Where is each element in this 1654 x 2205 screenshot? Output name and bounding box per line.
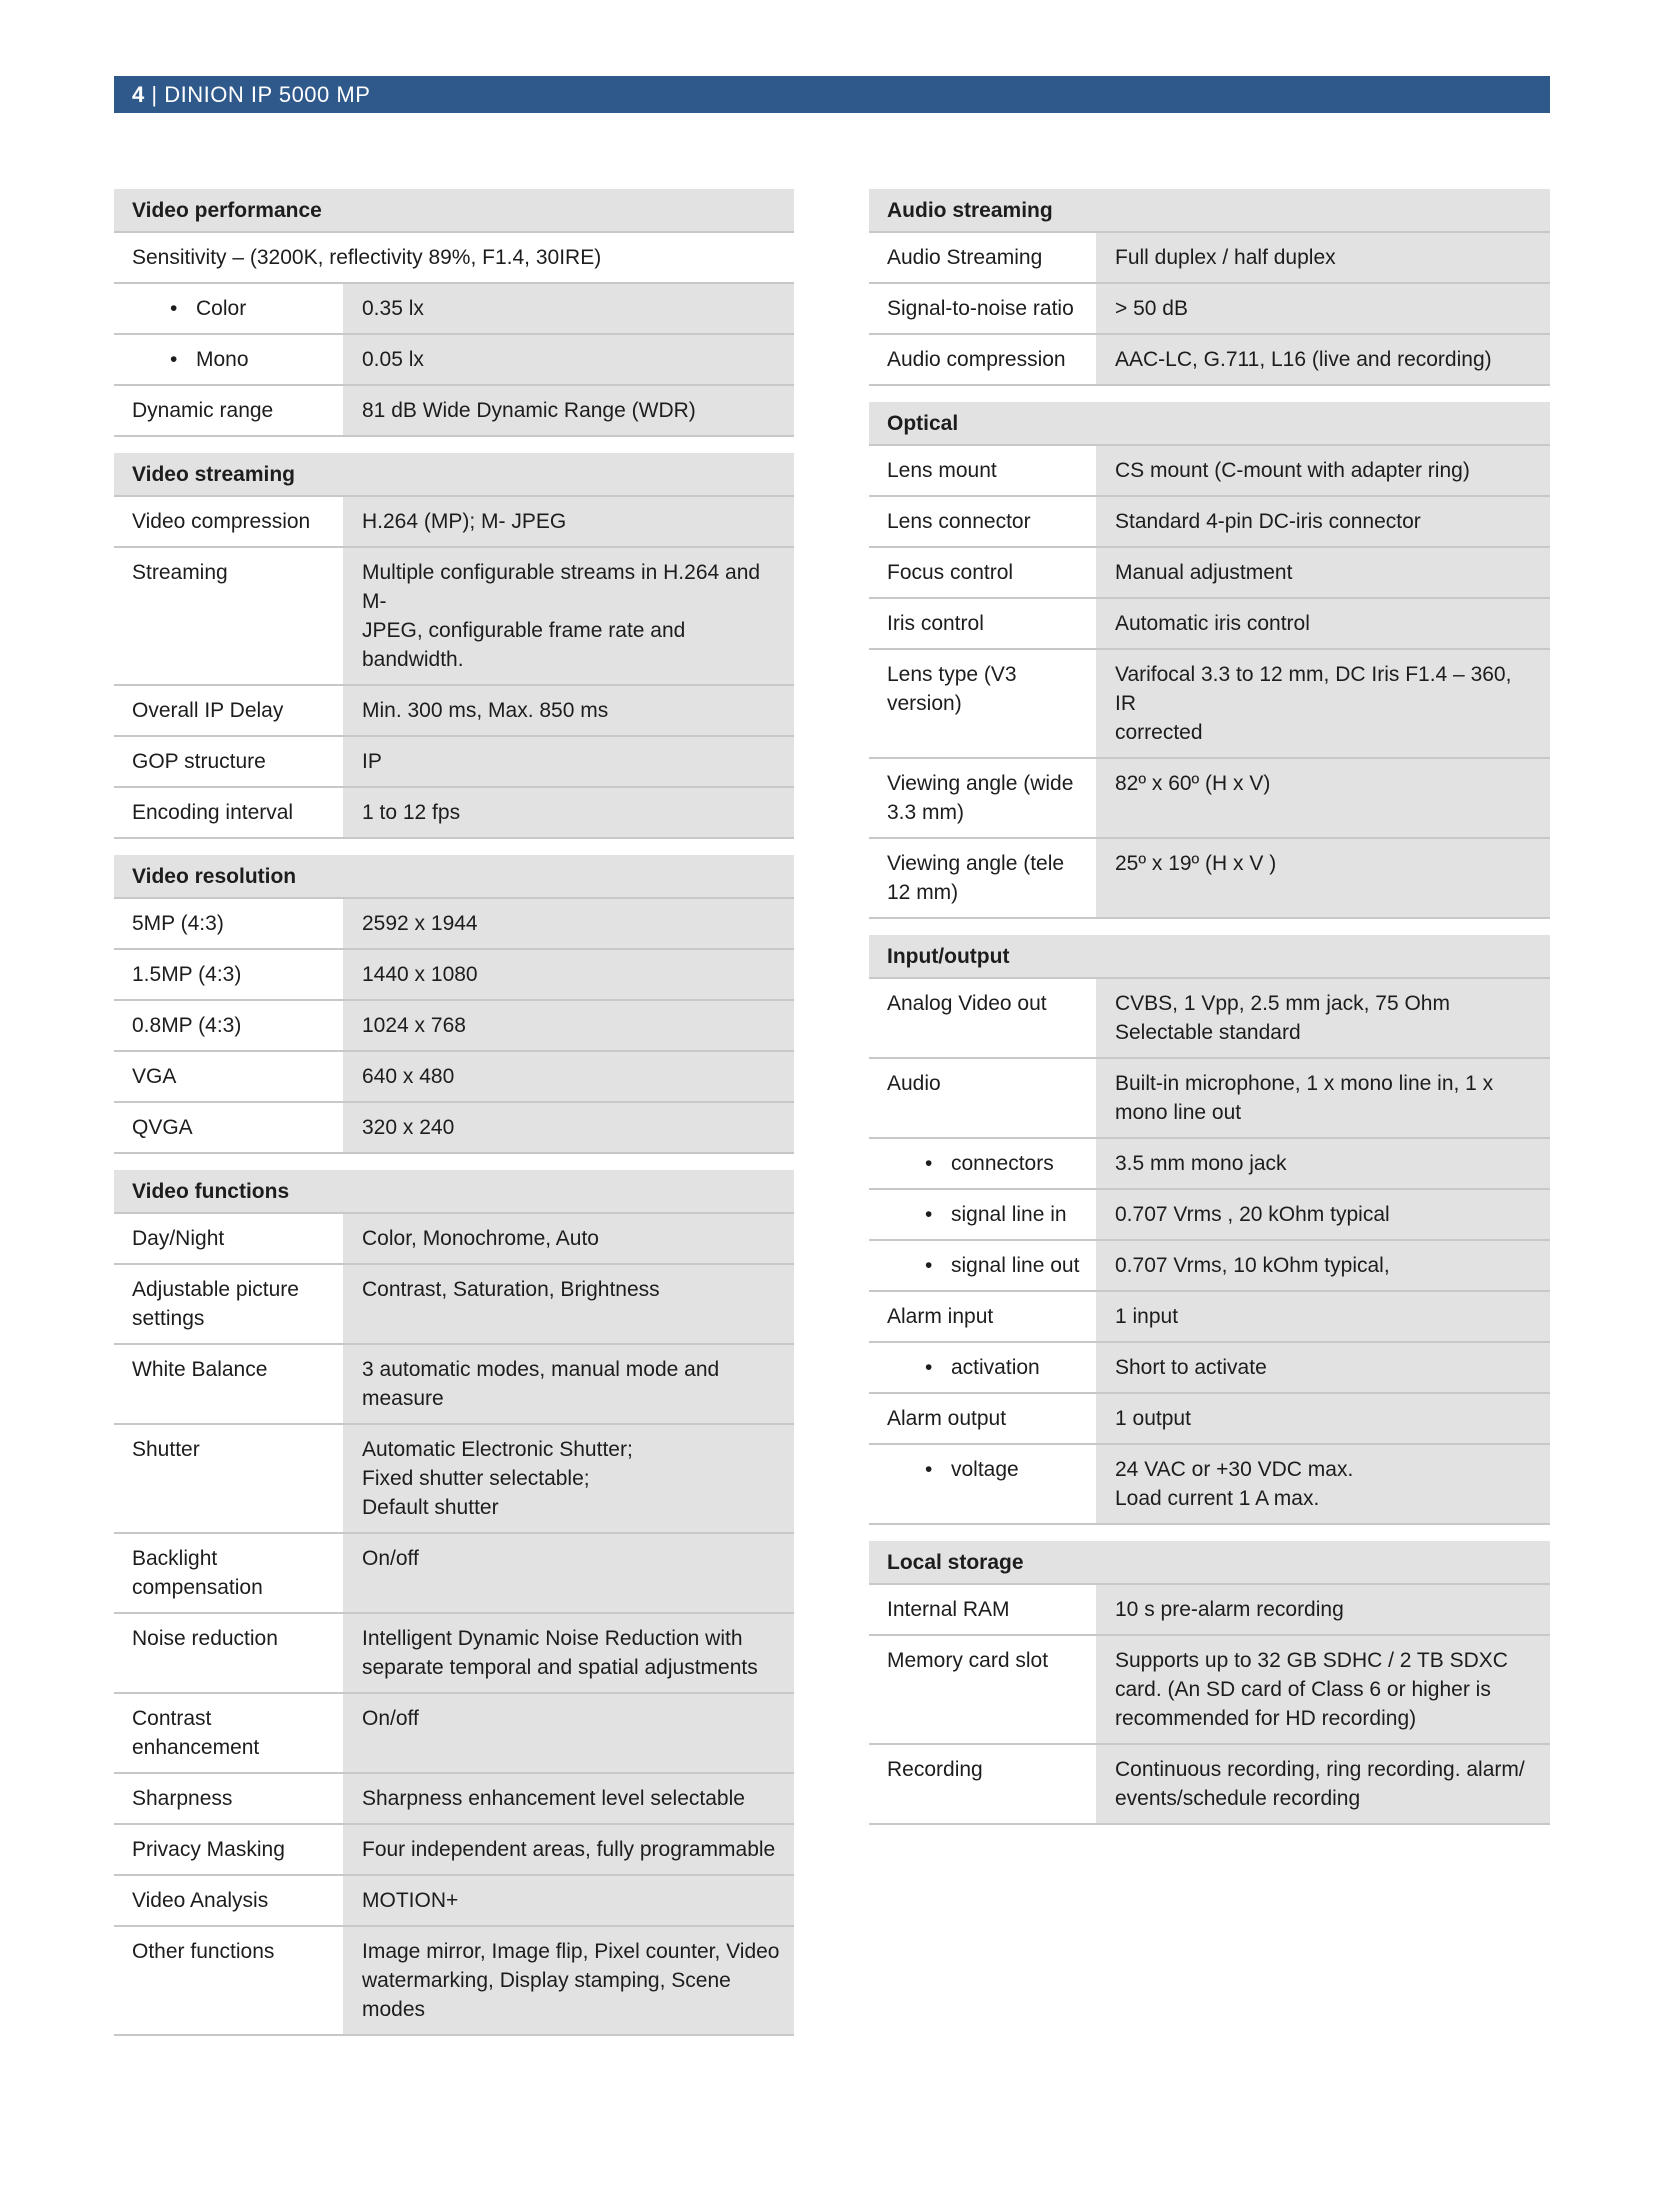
spec-label: White Balance <box>114 1345 343 1423</box>
spec-row <box>114 737 794 788</box>
spec-label-text: voltage <box>951 1458 1019 1481</box>
spec-label-text: signal line in <box>951 1203 1067 1226</box>
spec-row <box>869 335 1550 386</box>
spec-row <box>114 1694 794 1774</box>
spec-row <box>114 1265 794 1345</box>
spec-row <box>869 979 1550 1059</box>
spec-label: 0.8MP (4:3) <box>114 1001 343 1050</box>
spec-value: Built-in microphone, 1 x mono line in, 1 x mono line out <box>1096 1059 1550 1137</box>
spec-row <box>869 1636 1550 1745</box>
spec-row <box>869 1445 1550 1525</box>
spec-label: Lens connector <box>869 497 1096 546</box>
spec-label-text: connectors <box>951 1152 1054 1175</box>
spec-value: Sharpness enhancement level selectable <box>343 1774 794 1823</box>
spec-row <box>114 686 794 737</box>
spec-value: 3.5 mm mono jack <box>1096 1139 1550 1188</box>
section-heading: Video functions <box>114 1170 794 1214</box>
spec-row <box>869 233 1550 284</box>
spec-label: Internal RAM <box>869 1585 1096 1634</box>
spec-row <box>869 1292 1550 1343</box>
spec-value: Min. 300 ms, Max. 850 ms <box>343 686 794 735</box>
spec-value: Full duplex / half duplex <box>1096 233 1550 282</box>
spec-row <box>114 1825 794 1876</box>
spec-value: Image mirror, Image flip, Pixel counter, Video watermarking, Display stamping, Scene modes <box>343 1927 794 2034</box>
spec-row <box>114 1876 794 1927</box>
spec-value: Multiple configurable streams in H.264 and M- JPEG, configurable frame rate and bandwidth. <box>343 548 794 684</box>
bullet-icon: • <box>925 1254 933 1277</box>
spec-label: Backlight compensation <box>114 1534 343 1612</box>
spec-value: Varifocal 3.3 to 12 mm, DC Iris F1.4 – 360, IR corrected <box>1096 650 1550 757</box>
spec-row <box>114 335 794 386</box>
page-number: 4 <box>132 82 145 107</box>
spec-label <box>869 1241 1096 1290</box>
spec-row <box>114 233 794 284</box>
left-spec-column <box>114 189 794 2052</box>
spec-value: 320 x 240 <box>343 1103 794 1152</box>
spec-value: Manual adjustment <box>1096 548 1550 597</box>
spec-row <box>114 386 794 437</box>
spec-label: Other functions <box>114 1927 343 2034</box>
spec-row <box>114 548 794 686</box>
spec-label: Viewing angle (wide 3.3 mm) <box>869 759 1096 837</box>
section-heading: Optical <box>869 402 1550 446</box>
spec-value: 1 to 12 fps <box>343 788 794 837</box>
spec-label: Sharpness <box>114 1774 343 1823</box>
spec-row <box>869 650 1550 759</box>
spec-row <box>114 950 794 1001</box>
spec-row <box>114 284 794 335</box>
spec-section-input-output <box>869 935 1550 1525</box>
section-heading: Video performance <box>114 189 794 233</box>
spec-label: Dynamic range <box>114 386 343 435</box>
spec-label <box>869 1445 1096 1523</box>
spec-label <box>869 1139 1096 1188</box>
spec-row <box>114 497 794 548</box>
spec-label: Viewing angle (tele 12 mm) <box>869 839 1096 917</box>
spec-row <box>114 1927 794 2036</box>
spec-row <box>869 1190 1550 1241</box>
spec-label: VGA <box>114 1052 343 1101</box>
bullet-icon: • <box>925 1203 933 1226</box>
spec-row <box>869 497 1550 548</box>
spec-value: 0.707 Vrms, 10 kOhm typical, <box>1096 1241 1550 1290</box>
spec-row <box>869 1139 1550 1190</box>
spec-label: Video Analysis <box>114 1876 343 1925</box>
spec-label: Lens mount <box>869 446 1096 495</box>
spec-value: Color, Monochrome, Auto <box>343 1214 794 1263</box>
page-header-bar <box>114 76 1550 113</box>
spec-label: Adjustable picture settings <box>114 1265 343 1343</box>
section-heading: Video streaming <box>114 453 794 497</box>
spec-label: 1.5MP (4:3) <box>114 950 343 999</box>
spec-value: 1024 x 768 <box>343 1001 794 1050</box>
spec-label: QVGA <box>114 1103 343 1152</box>
spec-label: Video compression <box>114 497 343 546</box>
spec-label-text: signal line out <box>951 1254 1080 1277</box>
spec-row <box>114 1774 794 1825</box>
spec-label <box>869 1190 1096 1239</box>
spec-value: 81 dB Wide Dynamic Range (WDR) <box>343 386 794 435</box>
spec-value: Contrast, Saturation, Brightness <box>343 1265 794 1343</box>
spec-label: Overall IP Delay <box>114 686 343 735</box>
spec-label: Signal-to-noise ratio <box>869 284 1096 333</box>
spec-label: Shutter <box>114 1425 343 1532</box>
spec-row <box>869 1059 1550 1139</box>
spec-row <box>114 1425 794 1534</box>
spec-row <box>114 1345 794 1425</box>
spec-row <box>114 1214 794 1265</box>
spec-section-video-functions <box>114 1170 794 2036</box>
spec-value: IP <box>343 737 794 786</box>
document-title: DINION IP 5000 MP <box>164 82 371 107</box>
spec-value: 640 x 480 <box>343 1052 794 1101</box>
spec-label: Alarm output <box>869 1394 1096 1443</box>
spec-value: 1 input <box>1096 1292 1550 1341</box>
spec-label: Analog Video out <box>869 979 1096 1057</box>
spec-value: MOTION+ <box>343 1876 794 1925</box>
spec-value: CVBS, 1 Vpp, 2.5 mm jack, 75 Ohm Selectable standard <box>1096 979 1550 1057</box>
spec-label <box>114 335 343 384</box>
spec-section-video-performance <box>114 189 794 437</box>
spec-label-text: Color <box>196 297 247 320</box>
spec-row <box>869 759 1550 839</box>
spec-row <box>869 548 1550 599</box>
spec-value: 25º x 19º (H x V ) <box>1096 839 1550 917</box>
spec-value: 0.05 lx <box>343 335 794 384</box>
spec-value: Four independent areas, fully programmable <box>343 1825 794 1874</box>
spec-row <box>114 1614 794 1694</box>
spec-value: Intelligent Dynamic Noise Reduction with separate temporal and spatial adjustments <box>343 1614 794 1692</box>
bullet-icon: • <box>925 1458 933 1481</box>
spec-value: 10 s pre-alarm recording <box>1096 1585 1550 1634</box>
bullet-icon: • <box>170 348 178 371</box>
spec-label: Day/Night <box>114 1214 343 1263</box>
spec-row <box>114 1001 794 1052</box>
spec-row <box>114 788 794 839</box>
spec-value: AAC-LC, G.711, L16 (live and recording) <box>1096 335 1550 384</box>
spec-section-video-streaming <box>114 453 794 839</box>
spec-value: 1 output <box>1096 1394 1550 1443</box>
spec-label: GOP structure <box>114 737 343 786</box>
spec-row <box>114 899 794 950</box>
bullet-icon: • <box>170 297 178 320</box>
spec-label: Privacy Masking <box>114 1825 343 1874</box>
spec-label: Iris control <box>869 599 1096 648</box>
right-spec-column <box>869 189 1550 1841</box>
spec-label <box>114 284 343 333</box>
spec-label: Focus control <box>869 548 1096 597</box>
spec-row <box>114 1534 794 1614</box>
spec-section-audio-streaming <box>869 189 1550 386</box>
bullet-icon: • <box>925 1152 933 1175</box>
section-heading: Audio streaming <box>869 189 1550 233</box>
spec-row <box>869 1745 1550 1825</box>
spec-row <box>869 839 1550 919</box>
spec-label: Lens type (V3 version) <box>869 650 1096 757</box>
spec-label: 5MP (4:3) <box>114 899 343 948</box>
spec-value: 3 automatic modes, manual mode and measure <box>343 1345 794 1423</box>
spec-value: On/off <box>343 1694 794 1772</box>
spec-row <box>869 446 1550 497</box>
spec-value: Standard 4-pin DC-iris connector <box>1096 497 1550 546</box>
spec-section-local-storage <box>869 1541 1550 1825</box>
spec-label: Encoding interval <box>114 788 343 837</box>
section-heading: Video resolution <box>114 855 794 899</box>
spec-value: Short to activate <box>1096 1343 1550 1392</box>
spec-label: Streaming <box>114 548 343 684</box>
spec-label <box>869 1343 1096 1392</box>
spec-value: Automatic Electronic Shutter; Fixed shutter selectable; Default shutter <box>343 1425 794 1532</box>
spec-label: Recording <box>869 1745 1096 1823</box>
spec-label: Noise reduction <box>114 1614 343 1692</box>
section-heading: Input/output <box>869 935 1550 979</box>
spec-value: Supports up to 32 GB SDHC / 2 TB SDXC card. (An SD card of Class 6 or higher is recommended for HD recording) <box>1096 1636 1550 1743</box>
spec-value: H.264 (MP); M- JPEG <box>343 497 794 546</box>
spec-label: Contrast enhancement <box>114 1694 343 1772</box>
spec-row <box>869 1343 1550 1394</box>
spec-row <box>869 1394 1550 1445</box>
spec-section-video-resolution <box>114 855 794 1154</box>
spec-label: Alarm input <box>869 1292 1096 1341</box>
spec-label: Audio Streaming <box>869 233 1096 282</box>
spec-label: Audio compression <box>869 335 1096 384</box>
spec-value: Automatic iris control <box>1096 599 1550 648</box>
spec-value: 0.35 lx <box>343 284 794 333</box>
spec-label-text: Mono <box>196 348 249 371</box>
section-heading: Local storage <box>869 1541 1550 1585</box>
spec-value: Continuous recording, ring recording. alarm/ events/schedule recording <box>1096 1745 1550 1823</box>
spec-section-optical <box>869 402 1550 919</box>
spec-value: 1440 x 1080 <box>343 950 794 999</box>
spec-row <box>869 599 1550 650</box>
spec-value: 0.707 Vrms , 20 kOhm typical <box>1096 1190 1550 1239</box>
spec-value: 82º x 60º (H x V) <box>1096 759 1550 837</box>
spec-row <box>114 1103 794 1154</box>
spec-value: CS mount (C-mount with adapter ring) <box>1096 446 1550 495</box>
spec-label: Sensitivity – (3200K, reflectivity 89%, F1.4, 30IRE) <box>114 233 794 282</box>
spec-value: > 50 dB <box>1096 284 1550 333</box>
spec-label-text: activation <box>951 1356 1040 1379</box>
spec-value: 24 VAC or +30 VDC max. Load current 1 A max. <box>1096 1445 1550 1523</box>
spec-row <box>869 1585 1550 1636</box>
spec-value: On/off <box>343 1534 794 1612</box>
spec-row <box>869 1241 1550 1292</box>
spec-row <box>869 284 1550 335</box>
header-separator: | <box>151 82 158 107</box>
spec-label: Memory card slot <box>869 1636 1096 1743</box>
spec-row <box>114 1052 794 1103</box>
spec-label: Audio <box>869 1059 1096 1137</box>
bullet-icon: • <box>925 1356 933 1379</box>
spec-value: 2592 x 1944 <box>343 899 794 948</box>
